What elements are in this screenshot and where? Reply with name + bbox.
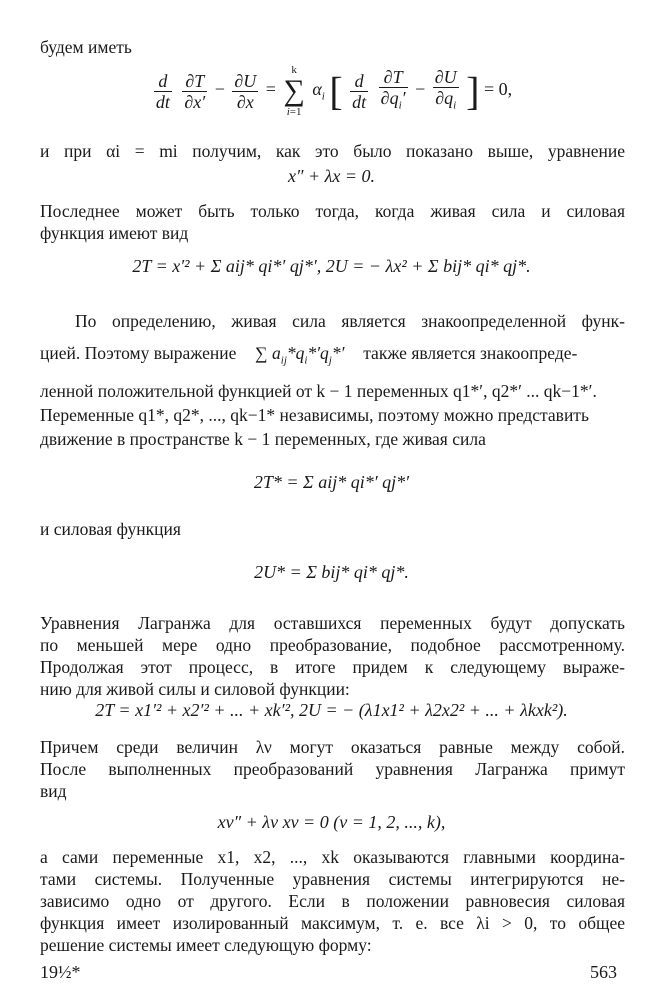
text-line: движение в пространстве k − 1 переменных, где живая сила <box>40 429 486 449</box>
text-line: функция имеет изолированный максимум, т. е. все λi > 0, то общее <box>40 913 625 933</box>
text-line: ленной положительной функцией от k − 1 переменных q1*′, q2*′ ... qk−1*′. <box>40 381 597 401</box>
equation-normal-coordinates: xν″ + λν xν = 0 (ν = 1, 2, ..., k), <box>217 812 446 832</box>
equation-kinetic-reduced: 2T* = Σ aij* qi*′ qj*′ <box>253 472 410 492</box>
equation-normal-form: 2T = x1′² + x2′² + ... + xk′², 2U = − (λ1x1² + λ2x2² + ... + λkxk²). <box>95 700 568 720</box>
text-line: Уравнения Лагранжа для оставшихся переменных будут допускать <box>40 613 625 633</box>
text-line: функция имеют вид <box>40 223 189 243</box>
page-number: 563 <box>590 962 617 982</box>
text-line: По определению, живая сила является знакоопределенной функ- <box>75 311 625 331</box>
text-line: и при αi = mi получим, как это было показано выше, уравнение <box>40 141 625 161</box>
text-line: Последнее может быть только тогда, когда живая сила и силовая <box>40 201 625 221</box>
text-line: будем иметь <box>40 37 132 57</box>
signature-mark: 19½* <box>40 962 81 982</box>
text-line: После выполненных преобразований уравнения Лагранжа примут <box>40 759 625 779</box>
text-line: тами системы. Полученные уравнения системы интегрируются не- <box>40 869 625 889</box>
text-fragment: также является знакоопреде- <box>363 343 578 363</box>
text-line: нию для живой силы и силовой функции: <box>40 679 350 699</box>
text-fragment: цией. Поэтому выражение <box>40 343 237 363</box>
text-line: зависимо одно от другого. Если в положении равновесия силовая <box>40 891 625 911</box>
equation-oscillator: x″ + λx = 0. <box>287 166 376 186</box>
text-line: Переменные q1*, q2*, ..., qk−1* независимы, поэтому можно представить <box>40 405 589 425</box>
text-line: а сами переменные x1, x2, ..., xk оказываются главными координа- <box>40 847 625 867</box>
text-line: Продолжая этот процесс, в итоге придем к следующему выраже- <box>40 657 625 677</box>
equation-energy-1: 2T = x′² + Σ aij* qi*′ qj*′, 2U = − λx² + Σ bij* qi* qj*. <box>132 256 531 276</box>
text-line: решение системы имеет следующую форму: <box>40 935 372 955</box>
text-line: и силовая функция <box>40 519 181 539</box>
text-line: Причем среди величин λν могут оказаться равные между собой. <box>40 737 625 757</box>
equation-lagrange: $\frac{d}{dt}$ $\frac{\partial T}{\partial x'}$ − $\frac{\partial U}{\partial x}$ = k ∑ i=1 $\alpha_i$ [ $\frac{d}{dt}$ $\frac{\partial T}{\partial q_i'}$ − $\frac{\partial U}{\partial q_i}$ ] = 0, <box>155 64 513 118</box>
text-line: вид <box>40 781 67 801</box>
equation-potential-reduced: 2U* = Σ bij* qi* qj*. <box>254 562 409 582</box>
text-line: по меньшей мере одно преобразование, подобное рассмотренному. <box>40 635 625 655</box>
text-line-with-sum: цией. Поэтому выражение ∑ $a_{ij}*q_i*'q_j*'$ также является знакоопреде- <box>40 343 578 367</box>
